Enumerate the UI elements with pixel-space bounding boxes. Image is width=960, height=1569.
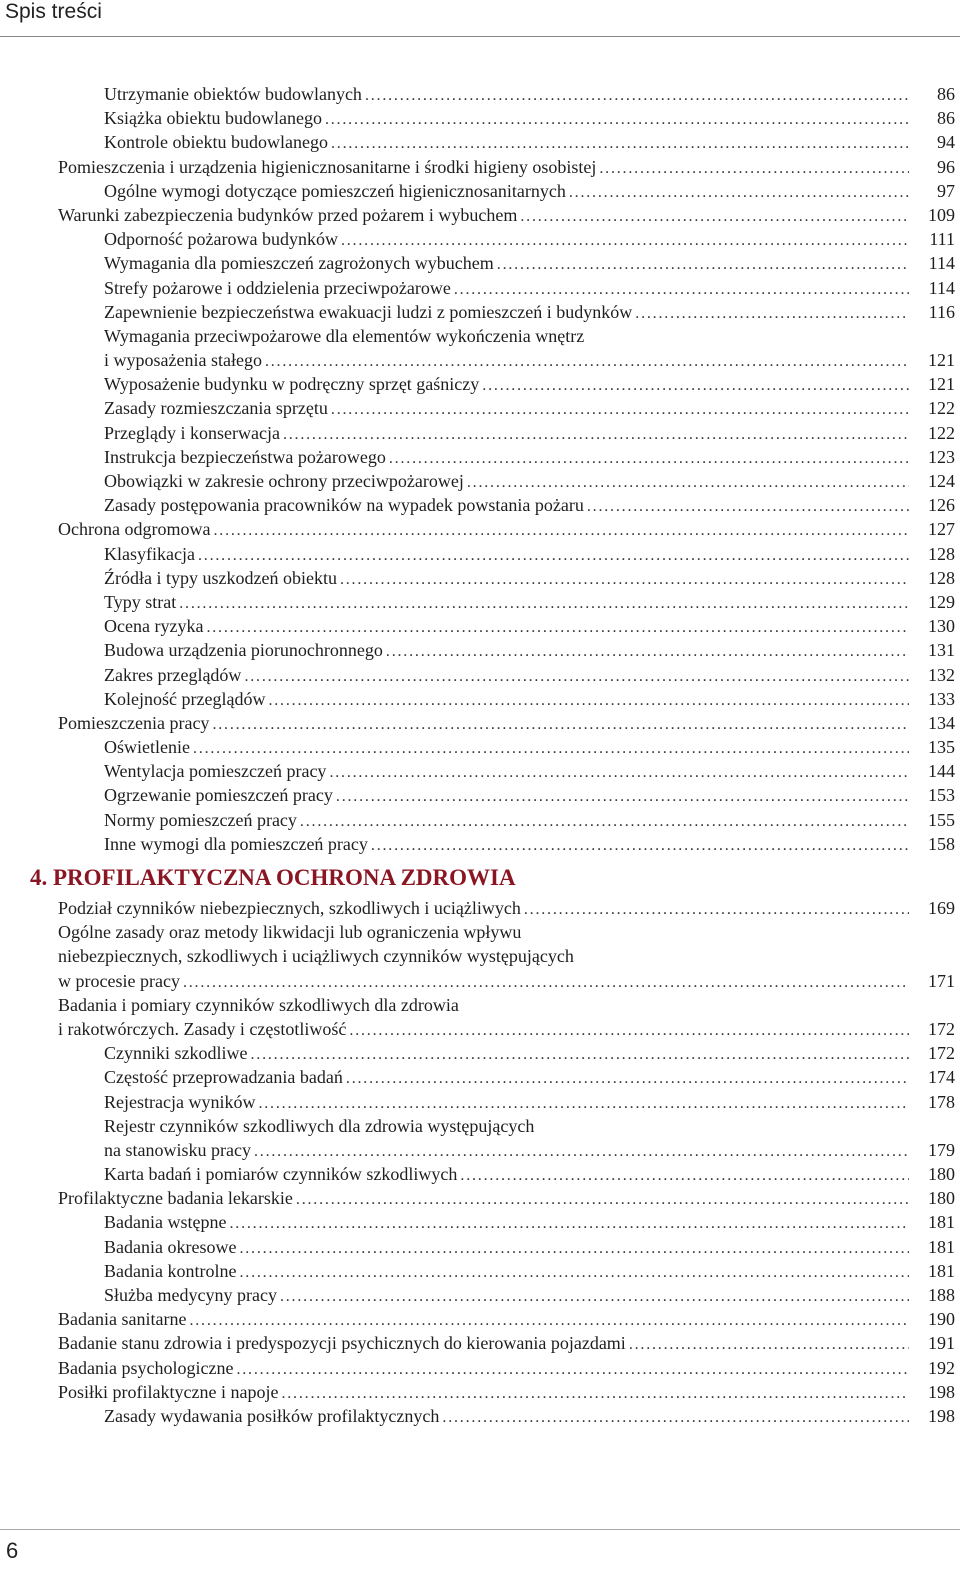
toc-entry-title: Zasady wydawania posiłków profilaktycznych bbox=[104, 1405, 440, 1426]
toc-entry-title: Odporność pożarowa budynków bbox=[104, 229, 338, 250]
toc-entry-title: Przeglądy i konserwacja bbox=[104, 422, 280, 443]
toc-leader-dots bbox=[336, 785, 909, 809]
toc-entry-title: Posiłki profilaktyczne i napoje bbox=[58, 1381, 279, 1402]
toc-entry[interactable] bbox=[104, 1235, 960, 1259]
table-of-contents bbox=[0, 82, 960, 1428]
toc-entry-title: i rakotwórczych. Zasady i częstotliwość bbox=[58, 1018, 347, 1039]
toc-entry[interactable] bbox=[58, 969, 960, 993]
toc-entry-page: 180 bbox=[928, 1188, 955, 1209]
toc-leader-dots bbox=[497, 253, 909, 277]
toc-leader-dots bbox=[341, 229, 909, 253]
section-title-text: PROFILAKTYCZNA OCHRONA ZDROWIA bbox=[53, 865, 516, 890]
toc-entry-title: Wentylacja pomieszczeń pracy bbox=[104, 761, 327, 782]
toc-entry-title: Badania kontrolne bbox=[104, 1260, 237, 1281]
toc-entry-page: 135 bbox=[928, 737, 955, 758]
toc-entry-page: 144 bbox=[928, 761, 955, 782]
toc-entry-title: Badania i pomiary czynników szkodliwych dla zdrowia bbox=[58, 994, 459, 1015]
toc-entry-page: 198 bbox=[928, 1405, 955, 1426]
toc-leader-dots bbox=[244, 665, 909, 689]
toc-entry-page: 172 bbox=[928, 1043, 955, 1064]
toc-entry-title: Kontrole obiektu budowlanego bbox=[104, 132, 328, 153]
toc-entry-title: Ogrzewanie pomieszczeń pracy bbox=[104, 785, 333, 806]
toc-leader-dots bbox=[283, 423, 909, 447]
toc-entry[interactable] bbox=[104, 1041, 960, 1065]
toc-entry-title: Kolejność przeglądów bbox=[104, 688, 266, 709]
toc-entry[interactable] bbox=[104, 445, 960, 469]
toc-entry-title: Karta badań i pomiarów czynników szkodliwych bbox=[104, 1164, 458, 1185]
toc-entry[interactable] bbox=[58, 711, 960, 735]
toc-leader-dots bbox=[239, 1261, 909, 1285]
toc-entry-title: Częstość przeprowadzania badań bbox=[104, 1067, 343, 1088]
toc-entry[interactable] bbox=[104, 106, 960, 130]
toc-entry-title: w procesie pracy bbox=[58, 970, 180, 991]
toc-entry[interactable] bbox=[104, 1065, 960, 1089]
toc-leader-dots bbox=[467, 471, 909, 495]
toc-leader-dots bbox=[281, 1382, 909, 1406]
toc-entry-title: na stanowisku pracy bbox=[104, 1139, 251, 1160]
toc-entry[interactable] bbox=[104, 372, 960, 396]
toc-entry[interactable] bbox=[104, 1259, 960, 1283]
toc-entry-page: 114 bbox=[928, 277, 955, 298]
toc-entry-title: Inne wymogi dla pomieszczeń pracy bbox=[104, 833, 368, 854]
toc-entry[interactable] bbox=[58, 944, 960, 968]
toc-leader-dots bbox=[482, 374, 909, 398]
toc-entry-page: 198 bbox=[928, 1381, 955, 1402]
toc-leader-dots bbox=[280, 1285, 909, 1309]
toc-entry-page: 174 bbox=[928, 1067, 955, 1088]
toc-entry-page: 86 bbox=[937, 84, 955, 104]
toc-entry[interactable] bbox=[104, 1090, 960, 1114]
toc-entry-page: 131 bbox=[928, 640, 955, 661]
toc-entry-page: 96 bbox=[937, 156, 955, 177]
toc-entry-title: Strefy pożarowe i oddzielenia przeciwpożarowe bbox=[104, 277, 451, 298]
page-number: 6 bbox=[6, 1538, 19, 1563]
toc-entry-page: 130 bbox=[928, 616, 955, 637]
toc-leader-dots bbox=[599, 157, 909, 181]
toc-leader-dots bbox=[193, 737, 909, 761]
toc-entry-page: 153 bbox=[928, 785, 955, 806]
toc-leader-dots bbox=[229, 1212, 909, 1236]
toc-entry[interactable] bbox=[104, 469, 960, 493]
toc-entry[interactable] bbox=[104, 348, 960, 372]
toc-entry-page: 133 bbox=[928, 688, 955, 709]
toc-entry[interactable] bbox=[58, 896, 960, 920]
toc-entry[interactable] bbox=[104, 566, 960, 590]
toc-entry-title: Zasady rozmieszczania sprzętu bbox=[104, 398, 328, 419]
toc-entry[interactable] bbox=[104, 1404, 960, 1428]
toc-entry-page: 181 bbox=[928, 1260, 955, 1281]
toc-entry-title: Podział czynników niebezpiecznych, szkodliwych i uciążliwych bbox=[58, 898, 521, 918]
toc-entry[interactable] bbox=[104, 1283, 960, 1307]
toc-entry-page: 116 bbox=[928, 301, 955, 322]
toc-entry-title: Wymagania dla pomieszczeń zagrożonych wybuchem bbox=[104, 253, 494, 274]
toc-entry[interactable] bbox=[104, 663, 960, 687]
toc-entry-page: 169 bbox=[928, 898, 955, 918]
toc-entry[interactable] bbox=[58, 1186, 960, 1210]
toc-entry-page: 121 bbox=[928, 350, 955, 371]
toc-entry-title: Badania okresowe bbox=[104, 1236, 237, 1257]
toc-entry-title: Normy pomieszczeń pracy bbox=[104, 809, 297, 830]
toc-entry-page: 181 bbox=[928, 1212, 955, 1233]
toc-entry[interactable] bbox=[104, 300, 960, 324]
toc-leader-dots bbox=[365, 84, 909, 108]
toc-entry[interactable] bbox=[104, 1210, 960, 1234]
toc-part-2 bbox=[0, 896, 960, 1428]
toc-entry-title: Instrukcja bezpieczeństwa pożarowego bbox=[104, 446, 386, 467]
section-heading bbox=[30, 856, 960, 896]
toc-entry-title: Zakres przeglądów bbox=[104, 664, 242, 685]
toc-leader-dots bbox=[179, 592, 909, 616]
toc-entry-title: Służba medycyny pracy bbox=[104, 1285, 277, 1305]
toc-entry-page: 124 bbox=[928, 471, 955, 491]
toc-leader-dots bbox=[331, 132, 909, 156]
toc-entry[interactable] bbox=[104, 421, 960, 445]
toc-entry-page: 178 bbox=[928, 1091, 955, 1112]
toc-entry[interactable] bbox=[104, 1114, 960, 1138]
toc-leader-dots bbox=[236, 1358, 909, 1382]
toc-entry-page: 129 bbox=[928, 591, 955, 612]
toc-leader-dots bbox=[268, 689, 909, 713]
toc-entry-title: Obowiązki w zakresie ochrony przeciwpożarowej bbox=[104, 471, 464, 491]
toc-entry-page: 121 bbox=[928, 374, 955, 395]
toc-entry-title: Budowa urządzenia piorunochronnego bbox=[104, 640, 383, 661]
toc-leader-dots bbox=[183, 971, 909, 995]
toc-leader-dots bbox=[340, 568, 909, 592]
toc-entry[interactable] bbox=[58, 203, 960, 227]
toc-entry-title: Wymagania przeciwpożarowe dla elementów wykończenia wnętrz bbox=[104, 325, 585, 346]
toc-entry-title: Ocena ryzyka bbox=[104, 616, 204, 637]
toc-entry-title: Warunki zabezpieczenia budynków przed pożarem i wybuchem bbox=[58, 204, 518, 225]
toc-entry-title: Oświetlenie bbox=[104, 737, 190, 758]
toc-entry[interactable] bbox=[104, 324, 960, 348]
toc-leader-dots bbox=[635, 302, 909, 326]
toc-entry-page: 114 bbox=[928, 253, 955, 274]
toc-entry[interactable] bbox=[104, 82, 960, 106]
toc-entry[interactable] bbox=[58, 1331, 960, 1355]
toc-leader-dots bbox=[442, 1406, 909, 1430]
footer-divider bbox=[0, 1529, 960, 1530]
toc-leader-dots bbox=[189, 1309, 909, 1333]
toc-entry-title: Badania sanitarne bbox=[58, 1309, 187, 1330]
toc-entry[interactable] bbox=[104, 614, 960, 638]
toc-entry[interactable] bbox=[58, 1356, 960, 1380]
toc-leader-dots bbox=[454, 278, 909, 302]
toc-entry-title: Pomieszczenia pracy bbox=[58, 712, 210, 733]
toc-entry-page: 190 bbox=[928, 1309, 955, 1330]
toc-entry[interactable] bbox=[104, 590, 960, 614]
toc-leader-dots bbox=[386, 640, 909, 664]
toc-entry-title: Ogólne zasady oraz metody likwidacji lub ograniczenia wpływu bbox=[58, 922, 522, 943]
toc-entry[interactable] bbox=[104, 493, 960, 517]
toc-entry-title: Rejestracja wyników bbox=[104, 1091, 256, 1112]
toc-leader-dots bbox=[331, 398, 909, 422]
toc-entry-page: 126 bbox=[928, 495, 955, 516]
toc-entry-page: 86 bbox=[937, 108, 955, 129]
toc-leader-dots bbox=[524, 898, 909, 922]
toc-entry-title: i wyposażenia stałego bbox=[104, 350, 262, 371]
toc-entry-page: 188 bbox=[928, 1285, 955, 1305]
toc-entry-page: 122 bbox=[928, 422, 955, 443]
toc-entry-page: 181 bbox=[928, 1236, 955, 1257]
toc-entry-page: 132 bbox=[928, 664, 955, 685]
toc-entry[interactable] bbox=[104, 783, 960, 807]
toc-entry-title: Zapewnienie bezpieczeństwa ewakuacji ludzi z pomieszczeń i budynków bbox=[104, 301, 633, 322]
toc-leader-dots bbox=[587, 495, 909, 519]
toc-entry-title: Badania wstępne bbox=[104, 1212, 227, 1233]
toc-entry-title: Ochrona odgromowa bbox=[58, 519, 211, 540]
toc-leader-dots bbox=[258, 1092, 909, 1116]
toc-entry-title: Czynniki szkodliwe bbox=[104, 1043, 248, 1064]
toc-entry-page: 94 bbox=[937, 132, 955, 153]
toc-leader-dots bbox=[206, 616, 909, 640]
toc-entry[interactable] bbox=[58, 1307, 960, 1331]
toc-entry-title: Ogólne wymogi dotyczące pomieszczeń higienicznosanitarnych bbox=[104, 180, 566, 201]
toc-entry-title: Pomieszczenia i urządzenia higienicznosanitarne i środki higieny osobistej bbox=[58, 156, 597, 177]
toc-leader-dots bbox=[349, 1019, 909, 1043]
toc-leader-dots bbox=[250, 1043, 909, 1067]
toc-entry-title: Rejestr czynników szkodliwych dla zdrowia występujących bbox=[104, 1115, 535, 1136]
toc-leader-dots bbox=[520, 205, 909, 229]
toc-entry[interactable] bbox=[104, 251, 960, 275]
toc-entry[interactable] bbox=[104, 1162, 960, 1186]
toc-leader-dots bbox=[325, 108, 909, 132]
toc-entry-page: 128 bbox=[928, 567, 955, 588]
toc-leader-dots bbox=[213, 519, 909, 543]
toc-entry-page: 179 bbox=[928, 1139, 955, 1160]
toc-entry[interactable] bbox=[104, 396, 960, 420]
toc-entry[interactable] bbox=[104, 735, 960, 759]
toc-entry-title: Typy strat bbox=[104, 591, 177, 612]
toc-leader-dots bbox=[346, 1067, 909, 1091]
toc-entry-page: 192 bbox=[928, 1357, 955, 1378]
toc-entry-page: 111 bbox=[929, 229, 955, 250]
toc-entry-page: 127 bbox=[928, 519, 955, 540]
toc-leader-dots bbox=[212, 713, 909, 737]
toc-entry[interactable] bbox=[104, 1138, 960, 1162]
toc-entry-title: Wyposażenie budynku w podręczny sprzęt gaśniczy bbox=[104, 374, 480, 395]
toc-entry-page: 191 bbox=[928, 1333, 955, 1354]
toc-entry-page: 128 bbox=[928, 543, 955, 564]
toc-entry-page: 171 bbox=[928, 970, 955, 991]
running-header: Spis treści bbox=[5, 0, 102, 23]
toc-entry[interactable] bbox=[104, 832, 960, 856]
toc-leader-dots bbox=[371, 834, 909, 858]
toc-leader-dots bbox=[296, 1188, 909, 1212]
toc-entry[interactable] bbox=[104, 276, 960, 300]
toc-entry-page: 123 bbox=[928, 446, 955, 467]
toc-entry[interactable] bbox=[104, 808, 960, 832]
toc-entry-title: niebezpiecznych, szkodliwych i uciążliwych czynników występujących bbox=[58, 946, 574, 967]
toc-entry-title: Utrzymanie obiektów budowlanych bbox=[104, 84, 362, 104]
toc-entry-title: Badania psychologiczne bbox=[58, 1357, 234, 1378]
toc-entry-page: 180 bbox=[928, 1164, 955, 1185]
toc-entry[interactable] bbox=[104, 687, 960, 711]
toc-entry-page: 122 bbox=[928, 398, 955, 419]
toc-leader-dots bbox=[329, 761, 909, 785]
toc-entry[interactable] bbox=[104, 638, 960, 662]
toc-entry-title: Zasady postępowania pracowników na wypadek powstania pożaru bbox=[104, 495, 584, 516]
toc-entry[interactable] bbox=[104, 130, 960, 154]
toc-leader-dots bbox=[254, 1140, 909, 1164]
toc-entry-title: Źródła i typy uszkodzeń obiektu bbox=[104, 567, 337, 588]
toc-entry-page: 155 bbox=[928, 809, 955, 830]
toc-leader-dots bbox=[460, 1164, 909, 1188]
toc-leader-dots bbox=[629, 1333, 909, 1357]
toc-entry-page: 97 bbox=[937, 180, 955, 201]
toc-entry-title: Badanie stanu zdrowia i predyspozycji psychicznych do kierowania pojazdami bbox=[58, 1333, 626, 1354]
toc-entry[interactable] bbox=[58, 1380, 960, 1404]
toc-entry[interactable] bbox=[58, 1017, 960, 1041]
toc-leader-dots bbox=[198, 544, 909, 568]
toc-entry[interactable] bbox=[104, 759, 960, 783]
toc-leader-dots bbox=[389, 447, 909, 471]
toc-entry[interactable] bbox=[58, 920, 960, 944]
toc-entry[interactable] bbox=[58, 517, 960, 541]
toc-leader-dots bbox=[300, 810, 909, 834]
toc-entry[interactable] bbox=[58, 993, 960, 1017]
toc-entry-title: Profilaktyczne badania lekarskie bbox=[58, 1188, 293, 1209]
toc-entry-page: 109 bbox=[928, 204, 955, 225]
toc-entry[interactable] bbox=[104, 227, 960, 251]
toc-entry-title: Klasyfikacja bbox=[104, 543, 195, 564]
toc-leader-dots bbox=[265, 350, 909, 374]
toc-leader-dots bbox=[239, 1237, 909, 1261]
toc-entry-title: Książka obiektu budowlanego bbox=[104, 108, 322, 129]
toc-entry-page: 134 bbox=[928, 712, 955, 733]
toc-entry[interactable] bbox=[104, 542, 960, 566]
toc-entry-page: 172 bbox=[928, 1018, 955, 1039]
header-divider bbox=[0, 36, 960, 37]
toc-entry-page: 158 bbox=[928, 833, 955, 854]
toc-entry[interactable] bbox=[104, 179, 960, 203]
section-number: 4. bbox=[30, 865, 48, 890]
toc-entry[interactable] bbox=[58, 155, 960, 179]
toc-leader-dots bbox=[569, 181, 909, 205]
toc-part-1 bbox=[0, 82, 960, 856]
